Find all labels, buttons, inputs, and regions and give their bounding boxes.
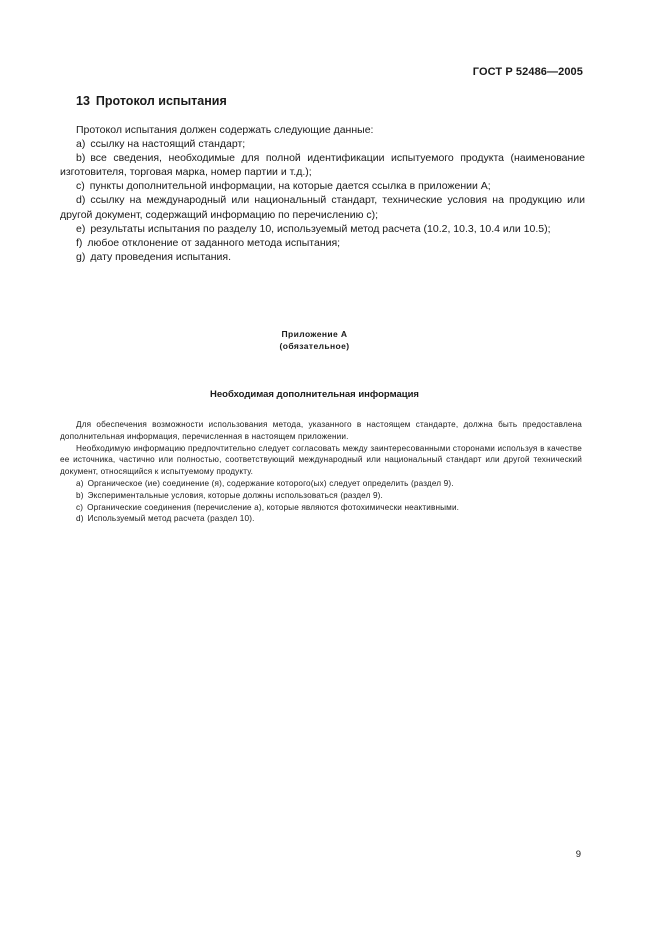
list-item xyxy=(60,513,582,525)
section-body xyxy=(60,123,585,264)
list-item xyxy=(60,250,585,264)
item-letter: b) xyxy=(76,152,86,165)
item-letter: c) xyxy=(76,502,84,512)
list-item xyxy=(60,502,582,514)
item-text: ссылку на настоящий стандарт; xyxy=(90,138,246,151)
page-number: 9 xyxy=(575,849,581,860)
item-text: все сведения, необходимые для полной идентификации испытуемого продукта (наименование изготовителя, торговая марка, номер партии и т.д.); xyxy=(60,152,585,179)
item-letter: g) xyxy=(76,250,86,263)
item-text: дату проведения испытания. xyxy=(90,250,231,263)
list-item xyxy=(60,151,585,179)
list-item xyxy=(60,137,585,151)
item-text: любое отклонение от заданного метода испытания; xyxy=(87,236,341,249)
appendix-paragraph: Необходимую информацию предпочтительно следует согласовать между заинтересованными сторонами используя в качестве ее источника, частично или полностью, соответствующий международный или национальный стандарт или другой технический документ, относящийся к испытуемому продукту. xyxy=(60,443,582,477)
section-heading xyxy=(76,94,227,108)
list-item xyxy=(60,179,585,193)
appendix-label: Приложение А xyxy=(281,329,348,339)
appendix-body xyxy=(60,419,582,525)
item-letter: а) xyxy=(76,138,86,151)
item-letter: b) xyxy=(76,490,84,500)
appendix-paragraph: Для обеспечения возможности использования метода, указанного в настоящем стандарте, должна быть предоставлена дополнительная информация, перечисленная в настоящем приложении. xyxy=(60,420,582,441)
section-intro: Протокол испытания должен содержать следующие данные: xyxy=(76,124,374,136)
item-text: Используемый метод расчета (раздел 10). xyxy=(87,514,255,524)
list-item xyxy=(60,193,585,221)
item-text: пункты дополнительной информации, на которые дается ссылка в приложении А; xyxy=(89,180,491,193)
item-text: результаты испытания по разделу 10, используемый метод расчета (10.2, 10.3, 10.4 или 10.5); xyxy=(90,222,551,235)
item-letter: d) xyxy=(76,514,84,524)
item-text: Органические соединения (перечисление а), которые являются фотохимически неактивными. xyxy=(87,502,460,512)
section-title: Протокол испытания xyxy=(95,94,227,108)
appendix-status: (обязательное) xyxy=(279,341,350,351)
item-text: Экспериментальные условия, которые должны использоваться (раздел 9). xyxy=(87,490,383,500)
appendix-heading xyxy=(0,328,629,352)
list-item xyxy=(60,478,582,490)
list-item xyxy=(60,236,585,250)
list-item xyxy=(60,222,585,236)
section-number: 13 xyxy=(76,94,90,108)
item-text: ссылку на международный или национальный стандарт, технические условия на продукцию или другой документ, содержащий информацию по перечислению с); xyxy=(60,194,585,221)
item-letter: c) xyxy=(76,180,85,193)
item-letter: f) xyxy=(76,236,83,249)
list-item xyxy=(60,490,582,502)
item-letter: е) xyxy=(76,222,86,235)
item-letter: d) xyxy=(76,194,86,207)
item-letter: а) xyxy=(76,478,84,488)
appendix-title: Необходимая дополнительная информация xyxy=(210,389,419,400)
standard-header: ГОСТ Р 52486—2005 xyxy=(472,66,583,78)
item-text: Органическое (ие) соединение (я), содержание которого(ых) следует определить (раздел 9). xyxy=(87,478,454,488)
